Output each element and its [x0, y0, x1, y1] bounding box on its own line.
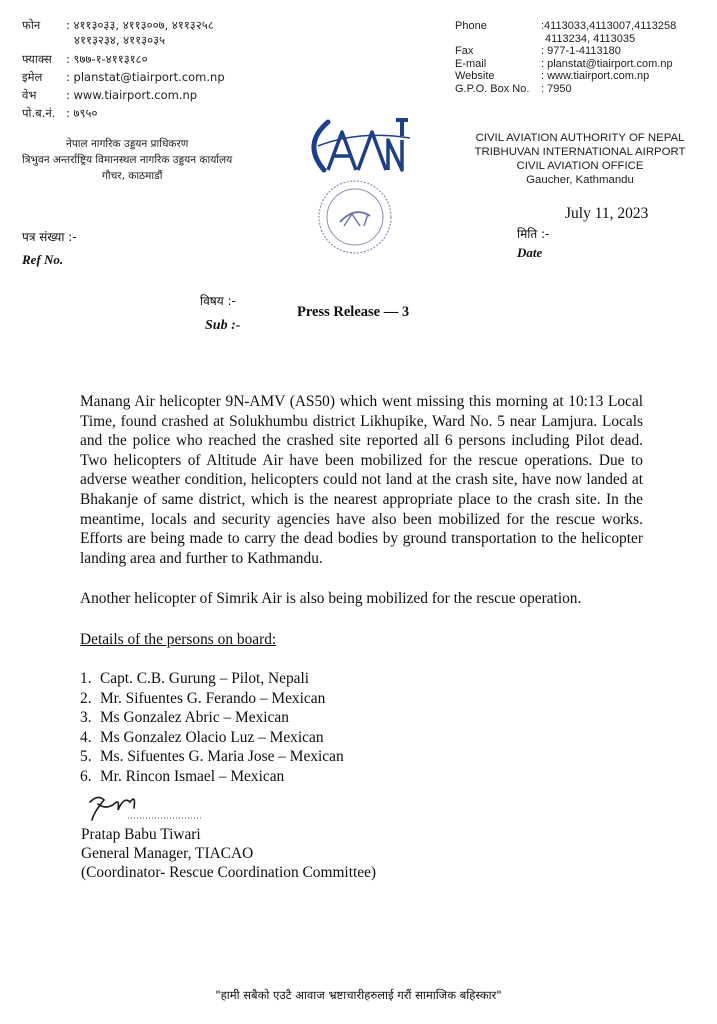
list-item: 5. Ms. Sifuentes G. Maria Jose – Mexican	[80, 748, 344, 765]
ref-label-np: पत्र संख्या :-	[22, 230, 77, 244]
official-stamp	[316, 178, 394, 256]
web-value-np[interactable]: : www.tiairport.com.np	[66, 88, 198, 102]
signatory-name: Pratap Babu Tiwari	[81, 826, 201, 843]
fax-value-np: : ९७७-१-४११३१८०	[66, 52, 148, 66]
po-label-np: पो.ब.नं.	[22, 106, 56, 120]
web-label-en: Website	[455, 70, 495, 82]
signature-block	[81, 825, 376, 882]
body-paragraph-1: Manang Air helicopter 9N-AMV (AS50) which went missing this morning at 10:13 Local Time, found crashed at Solukhumbu district Likhupike, Ward No. 5 near Lamjura. Locals and the police who reached the crashed site reported all 6 persons including Pilot dead. Two helicopters of Altitude Air have been mobilized for the rescue operations. Due to adverse weather condition, helicopters could not land at the crash site, have now landed at Bhakanje of same district, which is the nearest appropriate place to the crash site. In the meantime, locals and security agencies have also been mobilized for the rescue works. Efforts are being made to carry the dead bodies by ground transportation to the helicopter landing area and further to Kathmandu.	[80, 393, 643, 567]
po-value-np: : ७९५०	[66, 106, 98, 120]
fax-value-en: : 977-1-4113180	[541, 45, 621, 57]
org-line1-np: नेपाल नागरिक उड्डयन प्राधिकरण	[66, 138, 189, 150]
list-item: 1. Capt. C.B. Gurung – Pilot, Nepali	[80, 670, 310, 687]
org-line3-np: गौचर, काठमाडौं	[102, 170, 163, 182]
phone-value-en-2: 4113234, 4113035	[545, 32, 636, 45]
web-value-en[interactable]: : www.tiairport.com.np	[541, 70, 650, 82]
phone-value-np-2: ४११३२३४, ४११३०३५	[74, 33, 166, 47]
org-line2-np: त्रिभुवन अन्तर्राष्ट्रिय विमानस्थल नागरिक उड्डयन कार्यालय	[22, 154, 233, 166]
fax-label-en: Fax	[455, 45, 474, 57]
po-value-en: : 7950	[541, 82, 572, 95]
signatory-title: General Manager, TIACAO	[81, 845, 254, 862]
email-value-en[interactable]: : planstat@tiairport.com.np	[541, 57, 673, 70]
stamp-seal	[316, 178, 394, 256]
email-label-en: E-mail	[455, 57, 487, 70]
details-heading: Details of the persons on board:	[80, 631, 277, 648]
email-value-np[interactable]: : planstat@tiairport.com.np	[66, 70, 225, 84]
header-right-org	[460, 131, 700, 187]
email-label-np: इमेल	[22, 70, 43, 84]
org-line1-en: CIVIL AVIATION AUTHORITY OF NEPAL	[475, 132, 685, 144]
list-item: 6. Mr. Rincon Ismael – Mexican	[80, 767, 285, 785]
org-line3-en: CIVIL AVIATION OFFICE	[516, 160, 644, 172]
phone-label-en: Phone	[455, 20, 487, 32]
phone-value-np: : ४११३०३३, ४११३००७, ४११३२५८	[66, 18, 214, 32]
footer-slogan: "हामी सबैको एउटै आवाज भ्रष्टाचारीहरुलाई गरौं सामाजिक बहिस्कार"	[215, 988, 502, 1002]
subject-label-np: विषय :-	[200, 294, 236, 308]
list-item: 4. Ms Gonzalez Olacio Luz – Mexican	[80, 728, 324, 746]
subject-title: Press Release — 3	[297, 304, 410, 320]
ref-label-en: Ref No.	[22, 252, 64, 267]
persons-list	[80, 669, 344, 786]
signature-scribble	[84, 790, 204, 826]
date-label-np: मिति :-	[517, 227, 550, 241]
po-label-en: G.P.O. Box No.	[455, 82, 530, 95]
org-line2-en: TRIBHUVAN INTERNATIONAL AIRPORT	[474, 146, 686, 158]
document-date: July 11, 2023	[565, 205, 649, 222]
date-label-en: Date	[517, 245, 543, 260]
org-line4-en: Gaucher, Kathmandu	[526, 174, 634, 186]
subject-label-en: Sub :-	[205, 318, 241, 333]
signatory-role: (Coordinator- Rescue Coordination Committee)	[81, 864, 377, 881]
header-left-org	[22, 136, 262, 184]
phone-value-en: :4113033,4113007,4113258	[541, 20, 677, 32]
caan-logo	[298, 112, 420, 176]
header-right-contacts	[455, 20, 676, 95]
list-item: 2. Mr. Sifuentes G. Ferando – Mexican	[80, 689, 326, 707]
fax-label-np: फ्याक्स	[22, 52, 52, 66]
list-item: 3. Ms Gonzalez Abric – Mexican	[80, 709, 289, 726]
web-label-np: वेभ	[22, 88, 37, 102]
body-paragraph-2: Another helicopter of Simrik Air is also being mobilized for the rescue operation.	[80, 590, 582, 607]
header-left-contacts	[22, 18, 225, 121]
caan-logo-mark	[298, 112, 420, 176]
phone-label-np: फोन	[22, 18, 41, 32]
